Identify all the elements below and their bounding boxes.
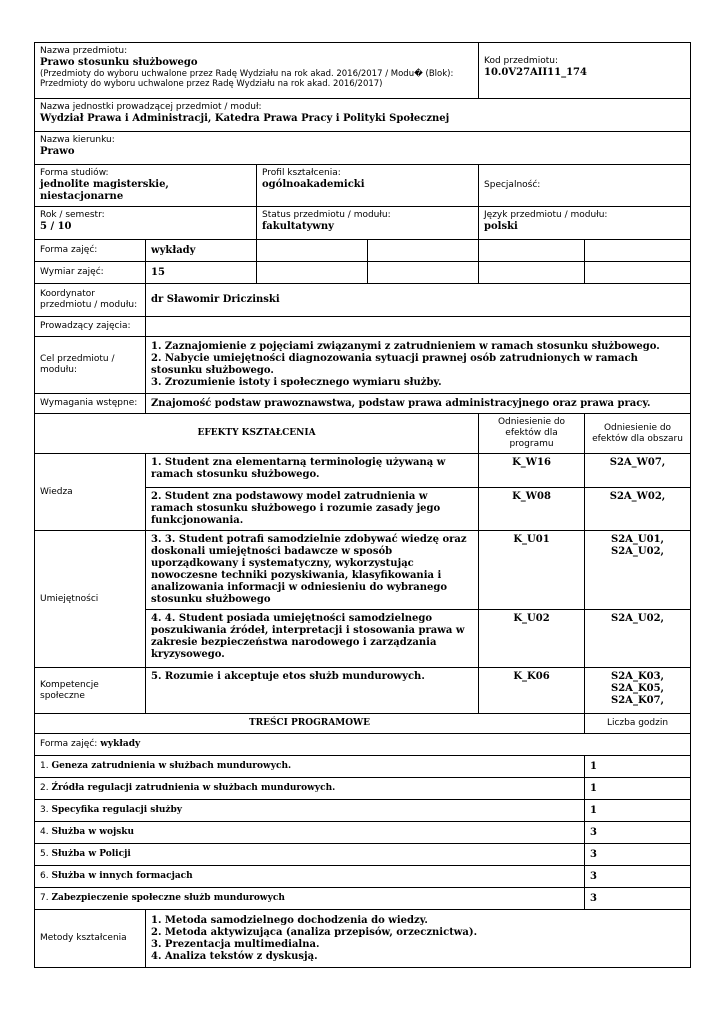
instructors-label-cell — [35, 317, 146, 337]
effects-header: EFEKTY KSZTAŁCENIA — [35, 414, 479, 454]
class-hours-label: Wymiar zajęć: — [40, 267, 104, 277]
content-row — [35, 866, 691, 888]
course-note: (Przedmioty do wyboru uchwalone przez Radę Wydziału na rok akad. 2016/2017 / Modu� (Blok): Przedmioty do wyboru uchwalone przez Radę Wydziału na rok akad. 2016/2017) — [40, 69, 454, 89]
empty-cell — [257, 262, 368, 284]
study-form-cell — [35, 165, 257, 207]
effects-program-header: Odniesienie do efektów dla programu — [479, 414, 585, 454]
language-cell — [479, 207, 691, 240]
content-row-hours: 1 — [585, 778, 691, 800]
effect-area-ref: S2A_U02, — [585, 610, 691, 668]
effect-text: 3. 3. Student potrafi samodzielnie zdobywać wiedzę oraz doskonali umiejętności badawcze w sposób uporządkowany i systematyczny, wykorzystując nowoczesne techniki pozyskiwania, klasyfikowania i analizowania informacji w odniesieniu do wybranego stosunku służbowego — [146, 531, 479, 610]
content-row-title: Służba w wojsku — [51, 827, 135, 837]
status: fakultatywny — [262, 221, 334, 232]
field-label: Nazwa kierunku: — [40, 135, 115, 145]
content-row — [35, 778, 691, 800]
content-row-hours: 3 — [585, 822, 691, 844]
effect-area-ref: S2A_W07, — [585, 454, 691, 488]
content-row — [35, 822, 691, 844]
unit-name: Wydział Prawa i Administracji, Katedra Prawa Pracy i Polityki Społecznej — [40, 113, 450, 124]
effect-text: 4. 4. Student posiada umiejętności samodzielnego poszukiwania źródeł, interpretacji i stosowania prawa w zakresie bezpieczeństwa narodowego i zarządzania kryzysowego. — [146, 610, 479, 668]
method-item: 3. Prezentacja multimedialna. — [151, 938, 320, 950]
content-row-num: 7. — [40, 893, 49, 903]
content-hours-header: Liczba godzin — [585, 714, 691, 734]
effect-area-ref: S2A_K03, S2A_K05, S2A_K07, — [585, 668, 691, 714]
content-row-num: 2. — [40, 783, 49, 793]
year-cell — [35, 207, 257, 240]
coordinator-label: Koordynator przedmiotu / modułu: — [40, 289, 138, 310]
effect-area-ref: S2A_U01, S2A_U02, — [585, 531, 691, 610]
course-name-cell — [35, 43, 479, 99]
effect-program-ref: K_U01 — [479, 531, 585, 610]
instructors-label: Prowadzący zajęcia: — [40, 321, 131, 331]
content-row-num: 1. — [40, 761, 49, 771]
empty-cell — [479, 240, 585, 262]
method-item: 2. Metoda aktywizująca (analiza przepisów, orzecznictwa). — [151, 926, 478, 938]
profile: ogólnoakademicki — [262, 179, 365, 190]
content-row — [35, 756, 691, 778]
effect-text: 2. Student zna podstawowy model zatrudnienia w ramach stosunku służbowego i rozumie zasady jego funkcjonowania. — [146, 488, 479, 531]
methods-label: Metody kształcenia — [40, 933, 127, 943]
course-name-label: Nazwa przedmiotu: — [40, 46, 128, 56]
unit-cell — [35, 99, 691, 132]
effects-group-social: Kompetencje społeczne — [35, 668, 146, 714]
specialty-cell — [479, 165, 691, 207]
content-row-hours: 1 — [585, 800, 691, 822]
empty-cell — [585, 262, 691, 284]
effects-area-header: Odniesienie do efektów dla obszaru — [585, 414, 691, 454]
effect-program-ref: K_W16 — [479, 454, 585, 488]
content-row-title: Źródła regulacji zatrudnienia w służbach mundurowych. — [51, 783, 336, 793]
content-row — [35, 844, 691, 866]
class-hours: 15 — [146, 262, 257, 284]
method-item: 1. Metoda samodzielnego dochodzenia do wiedzy. — [151, 914, 428, 926]
empty-cell — [479, 262, 585, 284]
content-row-hours: 3 — [585, 888, 691, 910]
class-form-label-cell — [35, 240, 146, 262]
content-form-cell — [35, 734, 691, 756]
content-row-title: Służba w Policji — [51, 849, 131, 859]
content-row — [35, 800, 691, 822]
effect-text: 1. Student zna elementarną terminologię używaną w ramach stosunku służbowego. — [146, 454, 479, 488]
instructors — [146, 317, 691, 337]
course-code: 10.0V27AII11_174 — [484, 67, 587, 78]
year-label: Rok / semestr: — [40, 210, 105, 220]
empty-cell — [257, 240, 368, 262]
content-form-label: Forma zajęć: — [40, 739, 98, 749]
unit-label: Nazwa jednostki prowadzącej przedmiot / moduł: — [40, 102, 262, 112]
profile-label: Profil kształcenia: — [262, 168, 341, 178]
methods-cell — [146, 910, 691, 968]
content-row-hours: 3 — [585, 866, 691, 888]
content-row-hours: 1 — [585, 756, 691, 778]
profile-cell — [257, 165, 479, 207]
coordinator-label-cell — [35, 284, 146, 317]
course-syllabus — [34, 42, 690, 968]
study-form-label: Forma studiów: — [40, 168, 109, 178]
goal-cell — [146, 337, 691, 394]
content-row-num: 3. — [40, 805, 49, 815]
content-form: wykłady — [100, 739, 141, 749]
specialty-label: Specjalność: — [484, 180, 541, 190]
course-code-label: Kod przedmiotu: — [484, 56, 558, 66]
effect-program-ref: K_K06 — [479, 668, 585, 714]
effect-program-ref: K_U02 — [479, 610, 585, 668]
effects-group-knowledge: Wiedza — [35, 454, 146, 531]
class-form: wykłady — [146, 240, 257, 262]
syllabus-table — [34, 42, 691, 968]
effects-group-skills: Umiejętności — [35, 531, 146, 668]
goal-item: 1. Zaznajomienie z pojęciami związanymi z zatrudnieniem w ramach stosunku służbowego. — [151, 341, 660, 352]
content-row-hours: 3 — [585, 844, 691, 866]
course-code-cell — [479, 43, 691, 99]
class-hours-label-cell — [35, 262, 146, 284]
methods-label-cell — [35, 910, 146, 968]
goal-item: 2. Nabycie umiejętności diagnozowania sytuacji prawnej osób zatrudnionych w ramach stosunku służbowego. — [151, 353, 638, 376]
field-name: Prawo — [40, 146, 75, 157]
effect-area-ref: S2A_W02, — [585, 488, 691, 531]
empty-cell — [368, 240, 479, 262]
effect-text: 5. Rozumie i akceptuje etos służb mundurowych. — [146, 668, 479, 714]
coordinator: dr Sławomir Driczinski — [146, 284, 691, 317]
language-label: Język przedmiotu / modułu: — [484, 210, 608, 220]
goal-label: Cel przedmiotu / modułu: — [40, 354, 115, 375]
language: polski — [484, 221, 518, 232]
empty-cell — [368, 262, 479, 284]
requirements-label: Wymagania wstępne: — [40, 398, 138, 408]
course-name: Prawo stosunku służbowego — [40, 57, 198, 68]
goal-item: 3. Zrozumienie istoty i społecznego wymiaru służby. — [151, 377, 442, 388]
requirements-label-cell — [35, 394, 146, 414]
method-item: 4. Analiza tekstów z dyskusją. — [151, 950, 318, 962]
goal-label-cell — [35, 337, 146, 394]
content-row — [35, 888, 691, 910]
content-row-title: Geneza zatrudnienia w służbach mundurowych. — [51, 761, 292, 771]
content-row-title: Specyfika regulacji służby — [51, 805, 182, 815]
effect-program-ref: K_W08 — [479, 488, 585, 531]
status-label: Status przedmiotu / modułu: — [262, 210, 391, 220]
content-row-num: 4. — [40, 827, 49, 837]
content-row-title: Zabezpieczenie społeczne służb mundurowych — [51, 893, 285, 903]
content-row-num: 5. — [40, 849, 49, 859]
study-form: jednolite magisterskie, niestacjonarne — [40, 179, 169, 202]
status-cell — [257, 207, 479, 240]
requirements: Znajomość podstaw prawoznawstwa, podstaw prawa administracyjnego oraz prawa pracy. — [146, 394, 691, 414]
empty-cell — [585, 240, 691, 262]
content-row-num: 6. — [40, 871, 49, 881]
year-semester: 5 / 10 — [40, 221, 72, 232]
content-header: TREŚCI PROGRAMOWE — [35, 714, 585, 734]
field-cell — [35, 132, 691, 165]
content-row-title: Służba w innych formacjach — [51, 871, 193, 881]
class-form-label: Forma zajęć: — [40, 245, 98, 255]
